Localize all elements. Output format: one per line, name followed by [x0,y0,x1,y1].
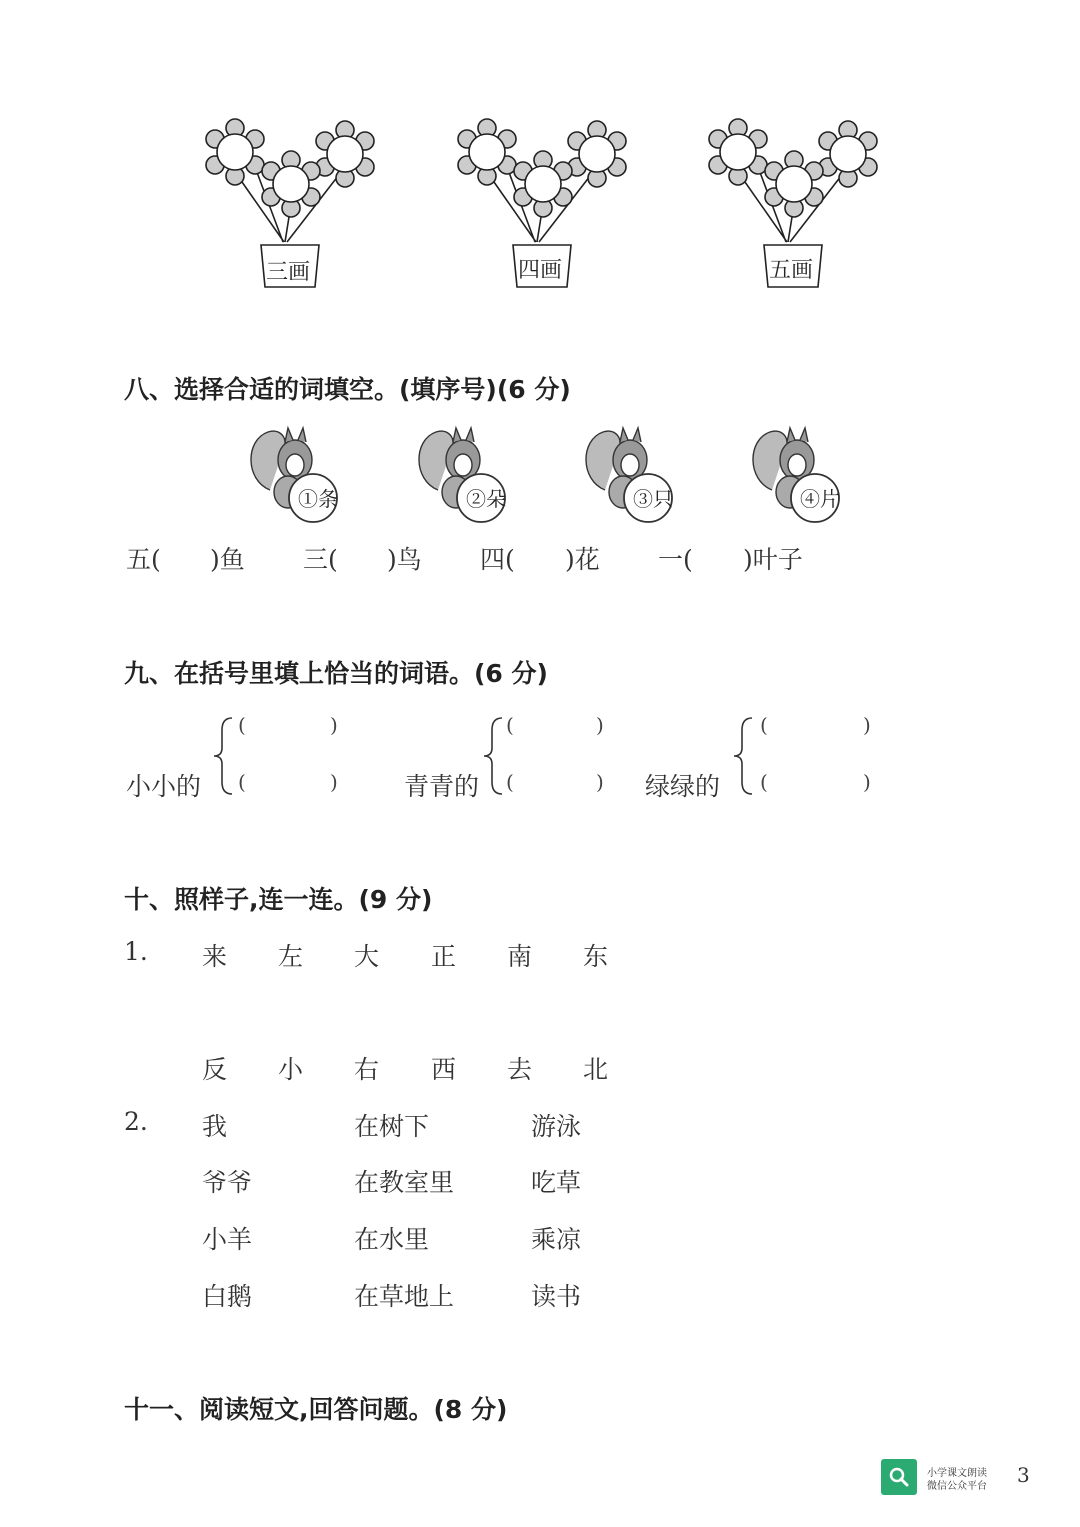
match-action: 游泳 [531,1112,582,1141]
option-label: ③只 [633,487,673,511]
adjective-word: 青青的 [404,772,480,801]
match-char: 东 [583,942,609,971]
close-paren: ) [596,713,604,737]
squirrel-icon [575,420,685,530]
blank-after: )叶子 [743,545,803,574]
close-paren: ) [863,713,871,737]
close-paren: ) [596,770,604,794]
match-char: 大 [354,942,380,971]
section-8-title: 八、选择合适的词填空。(填序号)(6 分) [124,375,571,404]
match-subject: 白鹅 [202,1282,253,1311]
close-paren: ) [330,770,338,794]
match-place: 在教室里 [354,1168,455,1197]
open-paren: ( [760,770,768,794]
blank-after: )鸟 [387,545,422,574]
adjective-word: 小小的 [126,772,202,801]
match-char: 正 [431,942,457,971]
match-char: 小 [278,1055,304,1084]
blank-after: )花 [565,545,600,574]
question-number: 2. [124,1107,148,1136]
match-subject: 爷爷 [202,1168,253,1197]
curly-brace-icon [732,716,756,796]
blank-before: 五( [126,545,161,574]
match-subject: 小羊 [202,1225,253,1254]
match-char: 南 [507,942,533,971]
blank-before: 一( [658,545,693,574]
close-paren: ) [863,770,871,794]
match-place: 在树下 [354,1112,430,1141]
blank-after: )鱼 [210,545,245,574]
option-label: ①条 [298,487,338,511]
match-action: 乘凉 [531,1225,582,1254]
flowerpot-label: 三画 [266,260,311,285]
adjective-word: 绿绿的 [645,772,721,801]
option-label: ④片 [800,487,840,511]
match-char: 来 [202,942,228,971]
blank-before: 三( [303,545,338,574]
flowerpot-label: 五画 [769,258,814,283]
logo-line-2: 微信公众平台 [927,1481,987,1492]
match-place: 在草地上 [354,1282,455,1311]
curly-brace-icon [212,716,236,796]
match-place: 在水里 [354,1225,430,1254]
match-char: 左 [278,942,304,971]
squirrel-icon [408,420,518,530]
section-9-title: 九、在括号里填上恰当的词语。(6 分) [124,659,548,688]
squirrel-icon [742,420,852,530]
match-subject: 我 [202,1112,228,1141]
match-char: 反 [202,1055,228,1084]
match-action: 吃草 [531,1168,582,1197]
logo-line-1: 小学课文朗读 [927,1468,987,1479]
curly-brace-icon [482,716,506,796]
match-char: 北 [583,1055,609,1084]
squirrel-icon [240,420,350,530]
match-char: 去 [507,1055,533,1084]
search-icon [881,1459,917,1495]
match-char: 右 [354,1055,380,1084]
option-label: ②朵 [466,487,506,511]
wechat-platform-logo [881,1459,1007,1497]
flowerpot-label: 四画 [518,258,563,283]
match-action: 读书 [531,1282,582,1311]
open-paren: ( [760,713,768,737]
open-paren: ( [238,713,246,737]
open-paren: ( [506,770,514,794]
page-number: 3 [1017,1463,1030,1487]
open-paren: ( [506,713,514,737]
match-char: 西 [431,1055,457,1084]
blank-before: 四( [480,545,515,574]
open-paren: ( [238,770,246,794]
question-number: 1. [124,937,148,966]
section-11-title: 十一、阅读短文,回答问题。(8 分) [124,1395,508,1424]
section-10-title: 十、照样子,连一连。(9 分) [124,885,433,914]
close-paren: ) [330,713,338,737]
